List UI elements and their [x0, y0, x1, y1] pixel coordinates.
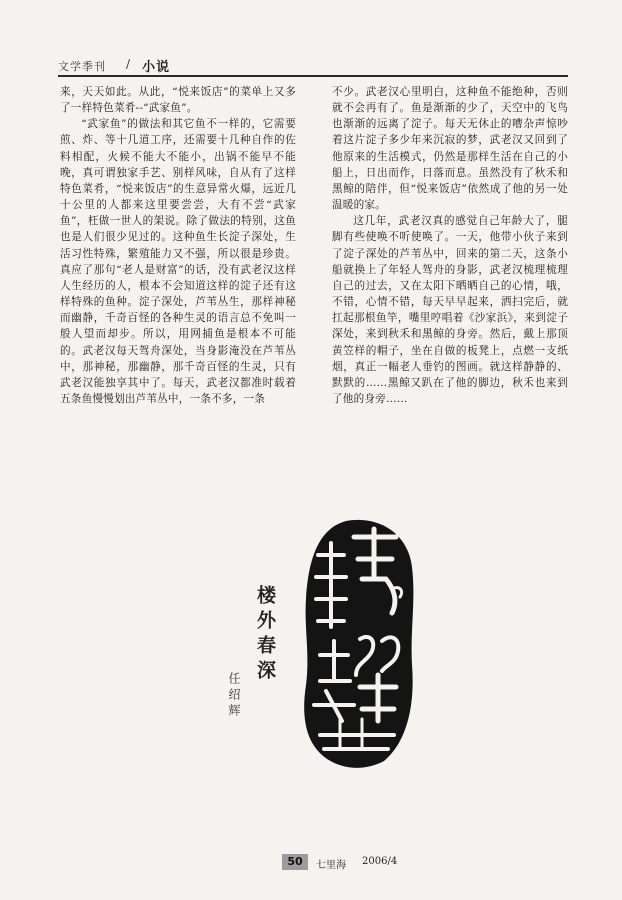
issue-number: 2006/4	[362, 856, 398, 867]
header-separator: /	[126, 57, 131, 71]
page-header	[58, 58, 568, 74]
paragraph: 这几年，武老汉真的感觉自己年龄大了，腿脚有些使唤不听使唤了。一天，他带小伙子来到了淀子深处的芦苇丛中，回来的第二天，这条小船就换上了年轻人驾舟的身影，武老汉梳理梳理自己的过去，又在太阳下晒晒自己的心情，哦，不错，心情不错，每天早早起来，洒扫完后，就扛起那根鱼竿，嘴里哼唱着《沙家浜》，来到淀子深处，来到秋禾和黑鲸的身旁。然后，戴上那顶黄笠样的帽子，坐在自做的板凳上，点燃一支纸烟，真正一幅老人垂钓的图画。就这样静静的、默默的……黑鲸又趴在了他的脚边，秋禾也来到了他的身旁……	[332, 215, 568, 405]
page-number: 50	[282, 854, 308, 870]
section-label: 小说	[142, 60, 171, 75]
right-text-column	[332, 84, 568, 407]
author-name: 任绍辉	[227, 672, 241, 720]
story-title: 楼外春深	[254, 585, 276, 685]
magazine-name: 七里海	[316, 860, 346, 871]
seal-stamp-graphic	[300, 515, 416, 771]
header-rule	[58, 75, 568, 77]
paragraph: 不少。武老汉心里明白，这种鱼不能绝种，否则就不会再有了。鱼是渐渐的少了，天空中的飞鸟也渐渐的远离了淀子。每天无休止的嘈杂声惊吵着这片淀子多少年来沉寂的梦，武老汉又回到了他原来的生活模式，仍然是那样生活在自己的小船上，日出而作，日落而息。虽然没有了秋禾和黑鲸的陪伴，但“悦来饭店”依然成了他的另一处温暖的家。	[332, 86, 568, 212]
paragraph: 来，天天如此。从此，“悦来饭店”的菜单上又多了一样特色菜肴--“武家鱼”。	[60, 86, 296, 115]
seal-stamp-image	[300, 515, 416, 771]
paragraph: “武家鱼”的做法和其它鱼不一样的，它需要煎、炸、等十几道工序，还需要十几种自作的佐料相配，火候不能大不能小，出锅不能早不能晚，真可谓独家手艺、别样风味，自从有了这样特色菜肴，“悦来饭店”的生意异常火爆，远近几十公里的人都来这里要尝尝，大有不尝“武家鱼”，枉做一世人的架说。除了做法的特别，这鱼也是人们很少见过的。这种鱼生长淀子深处，生活习性特殊，繁殖能力又不强，所以很是珍贵。真应了那句“老人是财富”的话，没有武老汉这样人生经历的人，根本不会知道这样的淀子还有这样特殊的鱼种。淀子深处，芦苇丛生，那样神秘而幽静，千奇百怪的各种生灵的语言总不免叫一般人望而却步。所以，用网捕鱼是根本不可能的。武老汉每天驾舟深处，当身影淹没在芦苇丛中，那神秘，那幽静，那千奇百怪的生灵，只有武老汉能独享其中了。每天，武老汉都准时载着五条鱼慢慢划出芦苇丛中，一条不多，一条	[60, 118, 296, 405]
journal-name: 文学季刊	[58, 60, 106, 73]
left-text-column	[60, 84, 296, 407]
